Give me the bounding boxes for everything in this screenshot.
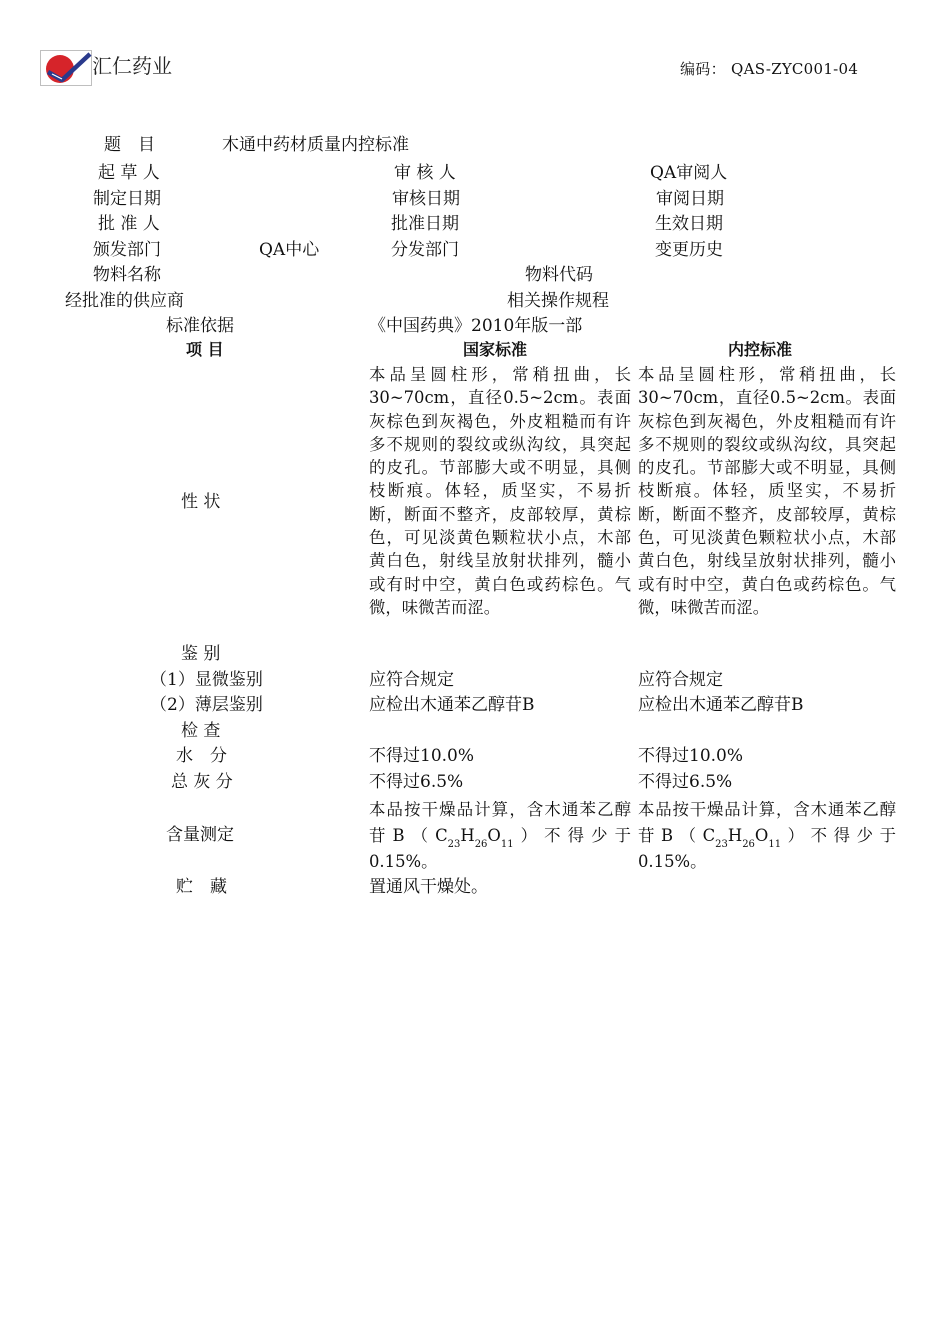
drafter-label: 起 草 人 xyxy=(98,163,160,183)
change-history-label: 变更历史 xyxy=(655,240,723,260)
moisture-label: 水 分 xyxy=(176,746,227,766)
company-name: 汇仁药业 xyxy=(92,54,172,78)
character-national-text: 本品呈圆柱形，常稍扭曲，长30~70cm，直径0.5~2cm。表面灰棕色到灰褐色，外皮粗糙而有许多不规则的裂纹或纵沟纹，具突起的皮孔。节部膨大或不明显，具侧枝断痕。体轻，质坚实，不易折断，断面不整齐，皮部较厚，黄棕色，可见淡黄色颗粒状小点，木部黄白色，射线呈放射状排列，髓小或有时中空，黄白色或药棕色。气微，味微苦而涩。 xyxy=(369,365,631,617)
draft-date-label: 制定日期 xyxy=(93,189,161,209)
approve-date-label: 批准日期 xyxy=(391,214,459,234)
total-ash-national: 不得过6.5% xyxy=(369,772,464,792)
micro-id-label: （1）显微鉴别 xyxy=(150,670,263,690)
qa-reviewer-label: QA审阅人 xyxy=(650,163,728,183)
moisture-national: 不得过10.0% xyxy=(369,746,475,766)
total-ash-label: 总 灰 分 xyxy=(171,772,233,792)
storage-national: 置通风干燥处。 xyxy=(369,877,488,897)
sop-label: 相关操作规程 xyxy=(507,291,609,311)
effective-date-label: 生效日期 xyxy=(655,214,723,234)
column-header-internal: 内控标准 xyxy=(728,340,793,359)
character-label: 性 状 xyxy=(181,492,221,512)
basis-label: 标准依据 xyxy=(166,316,234,336)
assay-internal-text: 本品按干燥品计算，含木通苯乙醇苷$B(C_{23}H_{26}O_{11})$不得少于0.15%。 xyxy=(638,800,897,871)
column-header-national: 国家标准 xyxy=(463,340,528,359)
character-internal-text: 本品呈圆柱形，常稍扭曲，长30~70cm，直径0.5~2cm。表面灰棕色到灰褐色，外皮粗糙而有许多不规则的裂纹或纵沟纹，具突起的皮孔。节部膨大或不明显，具侧枝断痕。体轻，质坚实，不易折断，断面不整齐，皮部较厚，黄棕色，可见淡黄色颗粒状小点，木部黄白色，射线呈放射状排列，髓小或有时中空，黄白色或药棕色。气微，味微苦而涩。 xyxy=(638,365,896,617)
issue-dept-value: QA中心 xyxy=(259,240,320,260)
company-logo xyxy=(40,50,92,86)
title-label: 题 目 xyxy=(104,135,155,155)
moisture-internal: 不得过10.0% xyxy=(638,746,744,766)
inspection-label: 检 查 xyxy=(181,721,221,741)
issue-dept-label: 颁发部门 xyxy=(93,240,161,260)
assay-label: 含量测定 xyxy=(166,825,234,845)
title-value: 木通中药材质量内控标准 xyxy=(222,135,409,155)
document-code-value: QAS-ZYC001-04 xyxy=(730,60,859,78)
tlc-id-label: （2）薄层鉴别 xyxy=(150,695,263,715)
review-date-label: 审核日期 xyxy=(392,189,460,209)
tlc-id-national: 应检出木通苯乙醇苷B xyxy=(369,695,535,715)
micro-id-national: 应符合规定 xyxy=(369,670,454,690)
logo-mark-icon xyxy=(40,50,92,86)
storage-label: 贮 藏 xyxy=(176,877,227,897)
document-code-label: 编码： xyxy=(680,60,726,78)
document-code xyxy=(680,59,858,79)
supplier-label: 经批准的供应商 xyxy=(65,291,184,311)
qa-review-date-label: 审阅日期 xyxy=(656,189,724,209)
reviewer-label: 审 核 人 xyxy=(394,163,456,183)
total-ash-internal: 不得过6.5% xyxy=(638,772,733,792)
column-header-item: 项 目 xyxy=(186,340,224,359)
identification-label: 鉴 别 xyxy=(181,644,221,664)
tlc-id-internal: 应检出木通苯乙醇苷B xyxy=(638,695,804,715)
basis-value: 《中国药典》2010年版一部 xyxy=(369,316,583,336)
distribution-label: 分发部门 xyxy=(391,240,459,260)
material-code-label: 物料代码 xyxy=(525,265,593,285)
approver-label: 批 准 人 xyxy=(98,214,160,234)
micro-id-internal: 应符合规定 xyxy=(638,670,723,690)
assay-national-text: 本品按干燥品计算，含木通苯乙醇苷$B(C_{23}H_{26}O_{11})$不得少于0.15%。 xyxy=(369,800,632,871)
material-name-label: 物料名称 xyxy=(93,265,161,285)
